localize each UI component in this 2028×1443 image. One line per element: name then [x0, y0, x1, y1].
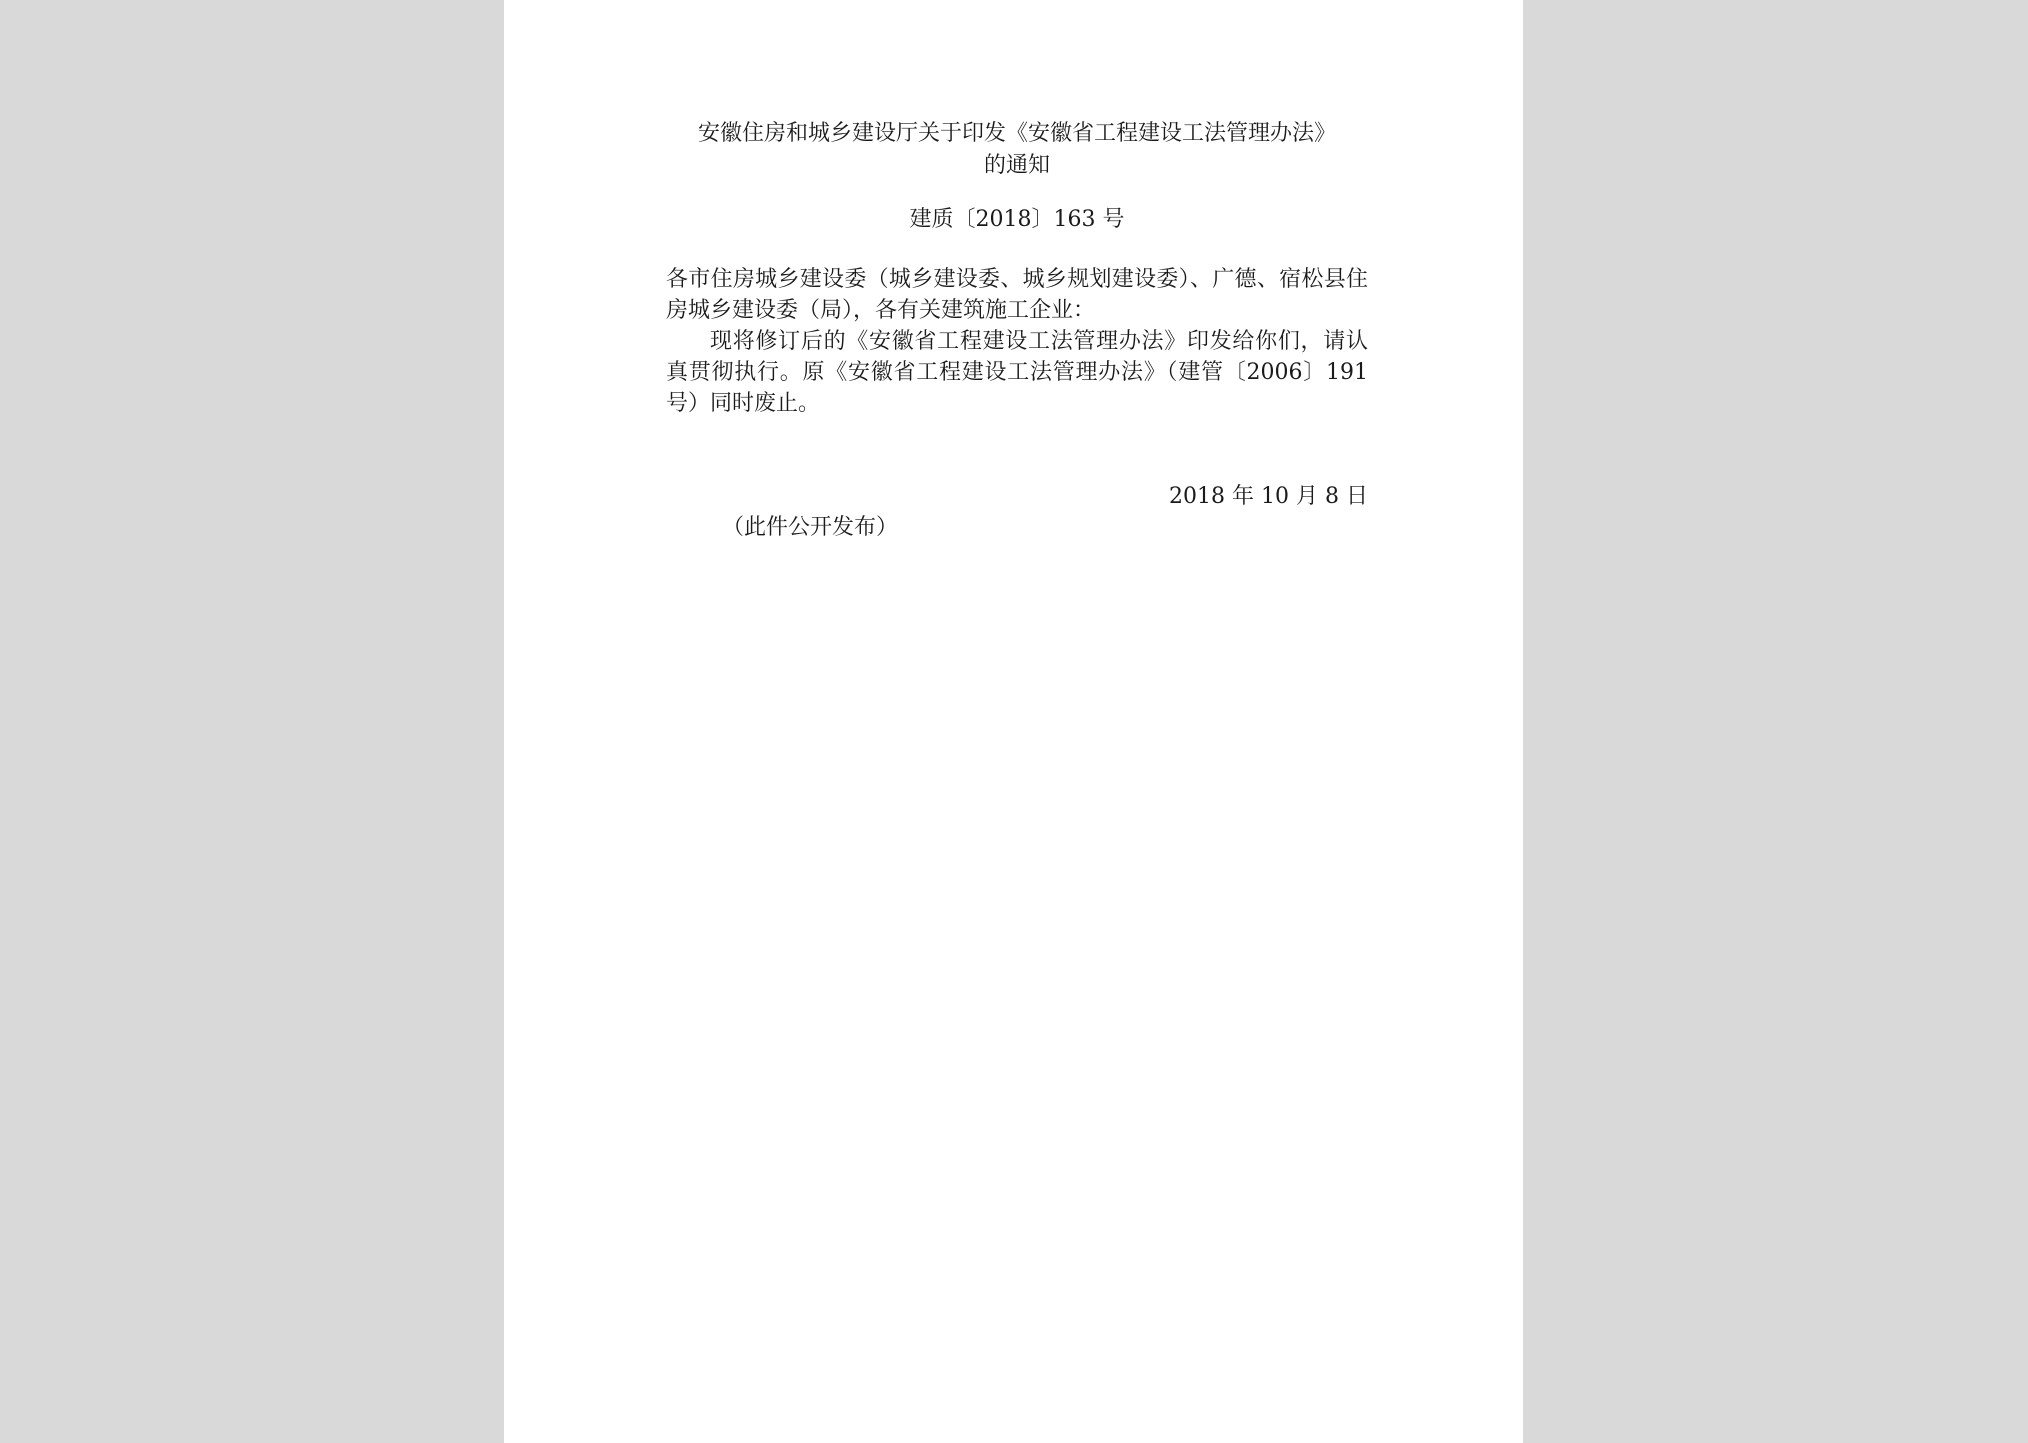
document-page: [504, 0, 1523, 1443]
title-line-2: 的通知: [983, 153, 1050, 178]
document-title: [666, 118, 1368, 182]
document-body: [666, 264, 1368, 419]
issue-date: 2018 年 10 月 8 日: [1169, 484, 1368, 509]
document-content: [666, 118, 1368, 543]
addressee-paragraph: 各市住房城乡建设委（城乡建设委、城乡规划建设委）、广德、宿松县住房城乡建设委（局），各有关建筑施工企业：: [666, 267, 1368, 323]
document-number: 建质〔2018〕163 号: [909, 207, 1125, 232]
title-line-1: 安徽住房和城乡建设厅关于印发《安徽省工程建设工法管理办法》: [697, 121, 1336, 146]
body-paragraph: 现将修订后的《安徽省工程建设工法管理办法》印发给你们，请认真贯彻执行。原《安徽省工程建设工法管理办法》（建管〔2006〕191 号）同时废止。: [666, 329, 1368, 416]
public-release-note: （此件公开发布）: [722, 515, 899, 540]
